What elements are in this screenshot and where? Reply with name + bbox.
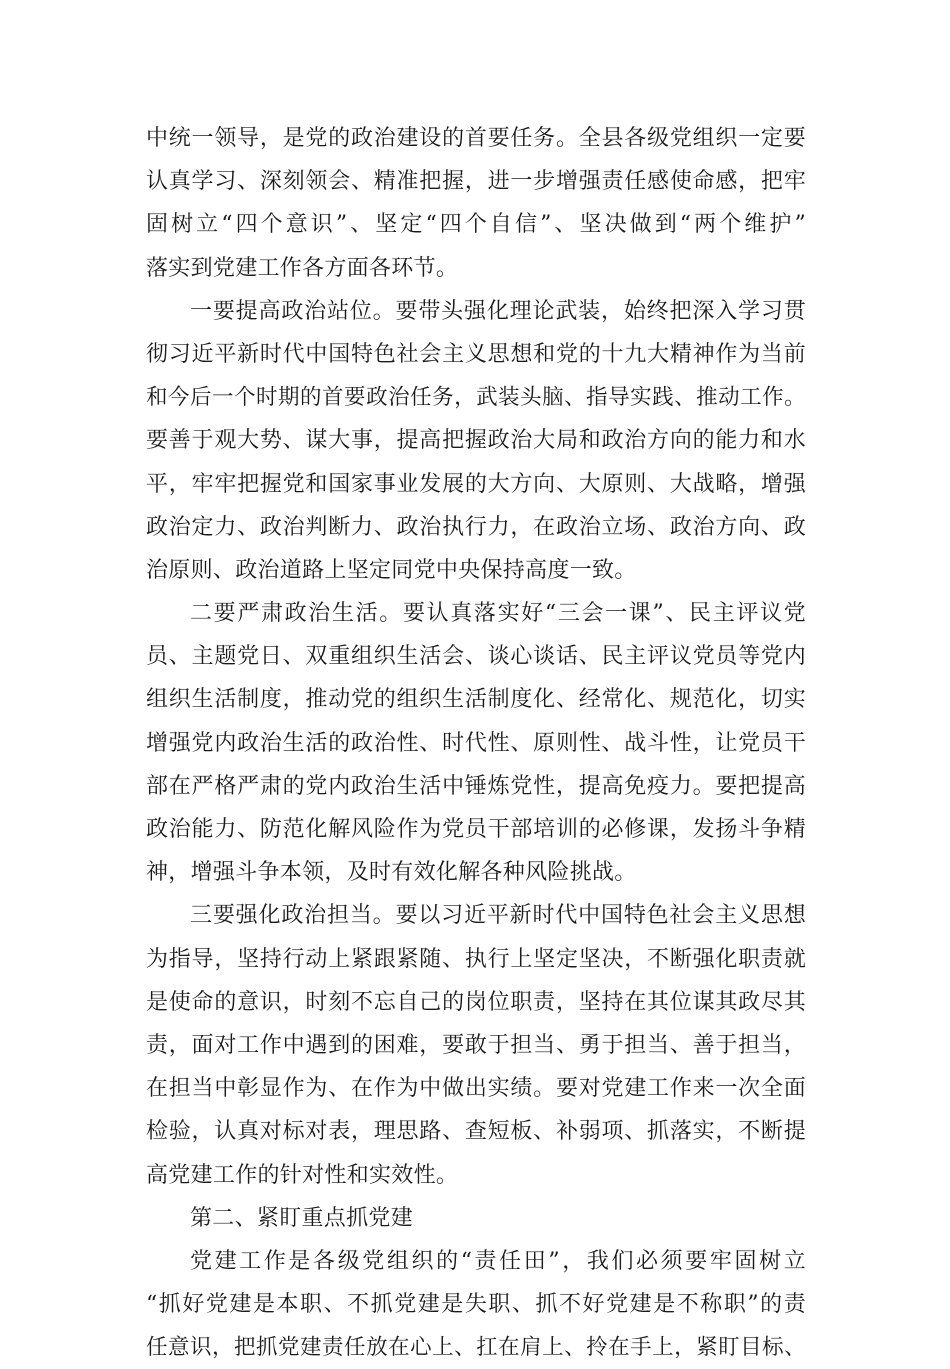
text-line: 责，面对工作中遇到的困难，要敢于担当、勇于担当、善于担当， xyxy=(146,1032,806,1058)
text-line: 为指导，坚持行动上紧跟紧随、执行上坚定坚决，不断强化职责就 xyxy=(146,946,806,972)
text-line: 政治能力、防范化解风险作为党员干部培训的必修课，发扬斗争精 xyxy=(146,817,806,842)
text-line: 高党建工作的针对性和实效性。 xyxy=(146,1162,459,1188)
text-line: 认真学习、深刻领会、精准把握，进一步增强责任感使命感，把牢 xyxy=(146,169,806,195)
text-line: 任意识，把抓党建责任放在心上、扛在肩上、拎在手上，紧盯目标、 xyxy=(146,1335,806,1361)
text-line: 是使命的意识，时刻不忘自己的岗位职责，坚持在其位谋其政尽其 xyxy=(146,989,806,1015)
text-line: 部在严格严肃的党内政治生活中锤炼党性，提高免疫力。要把提高 xyxy=(146,773,806,799)
text-line: 三要强化政治担当。要以习近平新时代中国特色社会主义思想 xyxy=(190,903,806,929)
text-line: 神，增强斗争本领，及时有效化解各种风险挑战。 xyxy=(146,860,637,886)
text-line: 平，牢牢把握党和国家事业发展的大方向、大原则、大战略，增强 xyxy=(146,471,806,497)
text-line: 和今后一个时期的首要政治任务，武装头脑、指导实践、推动工作。 xyxy=(146,385,806,411)
text-line: 政治定力、政治判断力、政治执行力，在政治立场、政治方向、政 xyxy=(146,514,806,540)
text-line: 增强党内政治生活的政治性、时代性、原则性、战斗性，让党员干 xyxy=(146,730,806,756)
text-line: 在担当中彰显作为、在作为中做出实绩。要对党建工作来一次全面 xyxy=(146,1076,806,1102)
text-line: 落实到党建工作各方面各环节。 xyxy=(146,255,459,281)
text-line: 一要提高政治站位。要带头强化理论武装，始终把深入学习贯 xyxy=(190,298,806,324)
text-line: 中统一领导，是党的政治建设的首要任务。全县各级党组织一定要 xyxy=(146,126,806,151)
text-line: 治原则、政治道路上坚定同党中央保持高度一致。 xyxy=(146,557,637,583)
document-body xyxy=(146,117,806,1369)
text-line: 二要严肃政治生活。要认真落实好“三会一课”、民主评议党 xyxy=(190,601,806,627)
text-line: 组织生活制度，推动党的组织生活制度化、经常化、规范化，切实 xyxy=(146,687,806,713)
text-line: “抓好党建是本职、不抓党建是失职、抓不好党建是不称职”的责 xyxy=(146,1292,806,1318)
text-line: 检验，认真对标对表，理思路、查短板、补弱项、抓落实，不断提 xyxy=(146,1119,806,1145)
text-line: 第二、紧盯重点抓党建 xyxy=(190,1205,414,1231)
text-line: 党建工作是各级党组织的“责任田”，我们必须要牢固树立 xyxy=(190,1248,806,1274)
text-line: 固树立“四个意识”、坚定“四个自信”、坚决做到“两个维护” xyxy=(146,212,806,238)
text-line: 要善于观大势、谋大事，提高把握政治大局和政治方向的能力和水 xyxy=(146,428,806,454)
text-line: 彻习近平新时代中国特色社会主义思想和党的十九大精神作为当前 xyxy=(146,341,806,367)
text-line: 员、主题党日、双重组织生活会、谈心谈话、民主评议党员等党内 xyxy=(146,644,806,670)
